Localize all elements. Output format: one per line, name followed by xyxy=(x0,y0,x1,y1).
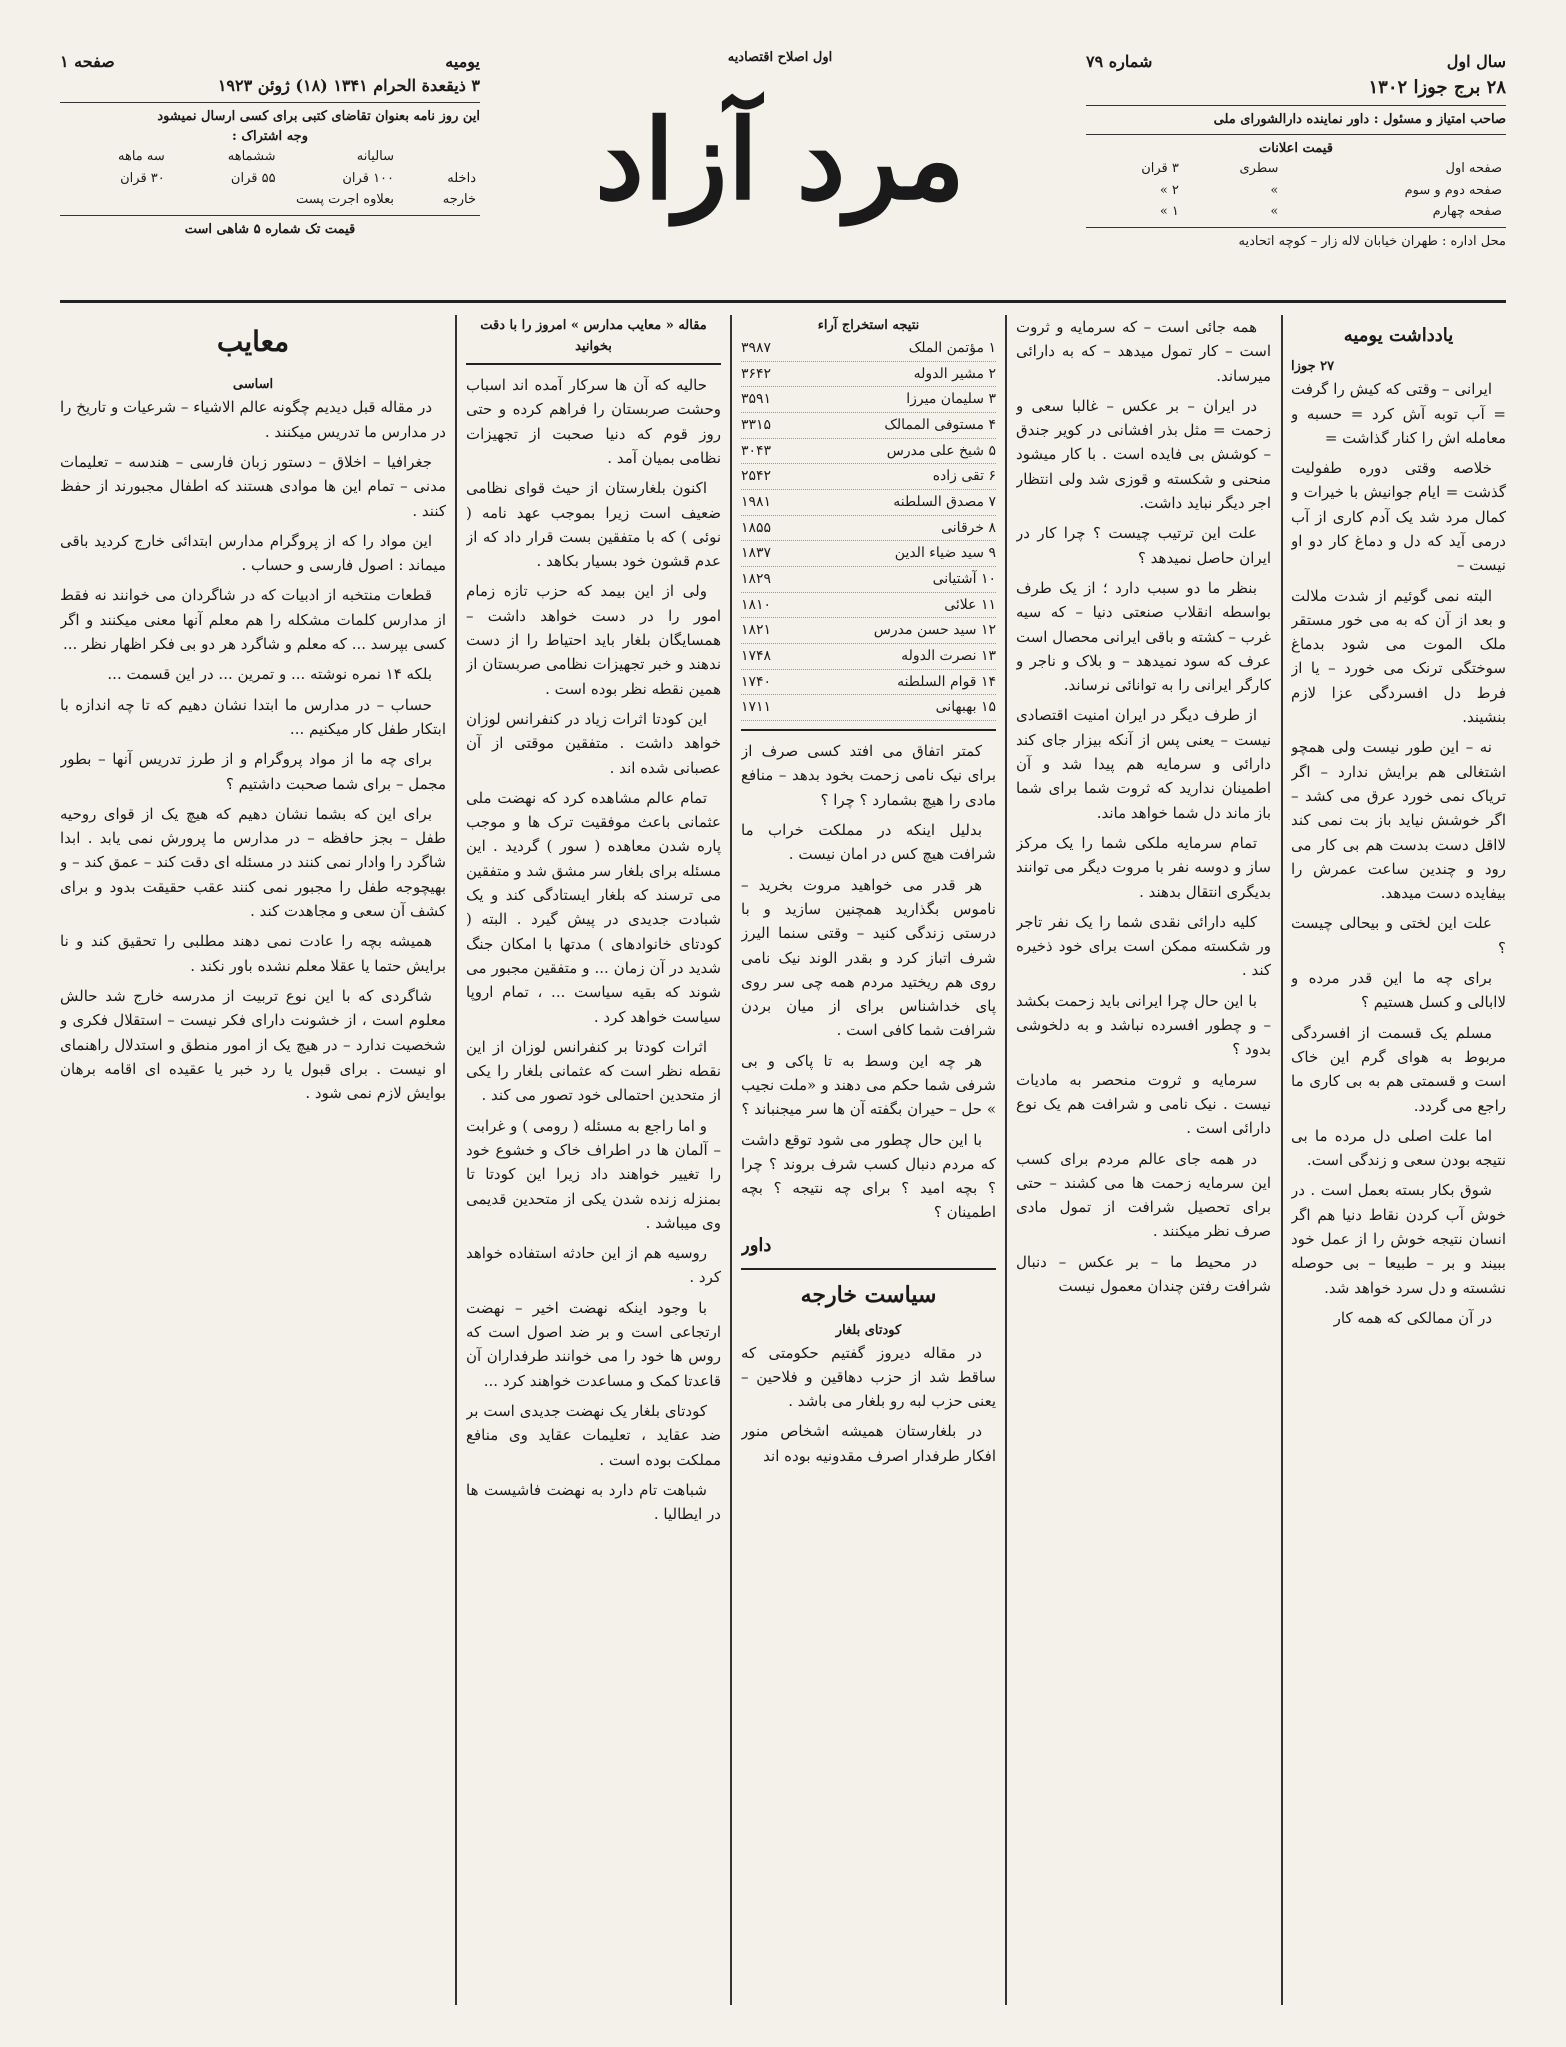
newspaper-page xyxy=(60,40,1506,2010)
table-row: صفحه دوم و سوم » ۲ » xyxy=(1159,182,1502,198)
foreign-policy-title: سیاست خارجه xyxy=(800,1281,937,1308)
memo-date: ۲۷ جوزا xyxy=(1291,359,1335,375)
faults-subtitle: اساسی xyxy=(232,377,274,393)
daily-label: یومیه xyxy=(445,52,480,71)
list-item: ۶ تقی زاده ۲۵۴۲ xyxy=(741,464,996,490)
faults-title: معایب xyxy=(216,325,290,358)
table-row: داخله ۱۰۰ قران ۵۵ قران ۳۰ قران xyxy=(120,170,476,186)
list-item: ۱۱ علائی ۱۸۱۰ xyxy=(741,593,996,619)
list-item: ۵ شیخ علی مدرس ۳۰۴۳ xyxy=(741,439,996,465)
column-bulgaria: مقاله « معایب مدارس » امروز را با دقت بخوانید حالیه که آن ها سرکار آمده اند اسباب وحشت صربستان را فراهم کرده و حتی روز قوم که دنیا صحبت از تجهیزات نظامی بمیان آمد . اکنون بلغارستان از حیث قوای نظامی ضعیف است زیرا بموجب عهد نامه ( نوئی ) که با متفقین بست قرار داد که از عدم قشون خود بسیار بکاهد . ولی از این بیمد که حزب تازه زمام امور را در دست خواهد داشت – همسایگان بلغار باید احتیاط را از دست ندهند و خبر تجهیزات نظامی صربستان از همین نقطه نظر بوده است . این کودتا اثرات زیاد در کنفرانس لوزان خواهد داشت . متفقین موقتی از آن عصبانی شده اند . تمام عالم مشاهده کرد که نهضت ملی عثمانی باعث موفقیت ترک ها و موجب پاره شدن معاهده ( سور ) گردید . این مسئله برای بلغار سر مشق شد و متفقین می ترسند که بلغار ایستادگی کند و یک شبادت جدیدی در پیش گیرد . البته ( کودتای خانوادهای ) مدتها با امکان جنگ شدید در آن زمان ... و متفقین مجبور می شوند که بقیه سیاست ... ، تمام اروپا سیاست خواهد کرد . اثرات کودتا بر کنفرانس لوزان از این نقطه نظر است که عثمانی بلغار را یکی از متحدین احتمالی خود تصور می کند . و اما راجع به مسئله ( رومی ) و غرابت – آلمان ها در اطراف خاک و خشوع خود را تغییر خواهند داد زیرا این کودتا تا بمنزله زنده شدن یکی از متحدین قدیمی وی میباشد . روسیه هم از این حادثه استفاده خواهد کرد . با وجود اینکه نهضت اخیر – نهضت ارتجاعی است و بر ضد اصول است که روس ها خود را می خوانند طرفداران آن قاعدتا کمک و مساعدت خواهند کرد ... کودتای بلغار یک نهضت جدیدی است بر ضد عقاید ، تعلیمات عقاید وی منافع مملکت بوده است . شباهت تام دارد به نهضت فاشیست ها در ایطالیا . xyxy=(466,315,721,2005)
article-columns xyxy=(60,315,1506,2005)
table-row: سالیانه ششماهه سه ماهه xyxy=(118,149,395,164)
list-item: ۳ سلیمان میرزا ۳۵۹۱ xyxy=(741,387,996,413)
list-item: ۴ مستوفی الممالک ۳۳۱۵ xyxy=(741,413,996,439)
column-daily-memo: یادداشت یومیه ۲۷ جوزا ایرانی – وقتی که کیش را گرفت = آب توبه آش کرد = حسبه و معامله اش را کنار گذاشت = خلاصه وقتی دوره طفولیت گذشت = ایام جوانیش با خیرات و کمال مرد شد یک آدم کاری از آب درمی آید که دل و دماغ کار دو او نیست – البته نمی گوئیم از شدت ملالت و بعد از آن که به می خور مستقر ملک الموت می شود بدماغ سوختگی ترنک می خورد – یا از فرط دل افسردگی عزا لازم بنشیند. نه – این طور نیست ولی همچو اشتغالی هم برایش ندارد – اگر تریاک نمی خورد عرق می کشد – اگر خوشش نیاید باز بت نمی کند لااقل دست بدست هم بی کار می رود و چندین ساعت عمرش را بیفایده دست میدهد. علت این لختی و بیحالی چیست ؟ برای چه ما این قدر مرده و لاابالی و کسل هستیم ؟ مسلم یک قسمت از افسردگی مربوط به هوای گرم این خاک است و قسمتی هم به بی کاری ما راجع می گردد. اما علت اصلی دل مرده ما بی نتیجه بودن سعی و زندگی است. شوق بکار بسته بعمل است . در خوش آب کردن نقاط دنیا هم اگر انسان نتیجه خوش را از عمل خود ببیند و بر – طبیعا – بی حوصله نشسته و دل سرد خواهد شد. در آن ممالکی که همه کار xyxy=(1291,315,1506,2005)
address: محل اداره : طهران خیابان لاله زار – کوچه اتحادیه xyxy=(1238,233,1506,249)
list-item: ۱۳ نصرت الدوله ۱۷۴۸ xyxy=(741,644,996,670)
list-item: ۹ سید ضیاء الدین ۱۸۳۷ xyxy=(741,541,996,567)
list-item: ۱۴ قوام السلطنه ۱۷۴۰ xyxy=(741,670,996,696)
date-persian: ۲۸ برج جوزا ۱۳۰۲ xyxy=(1368,77,1506,98)
price-single: قیمت تک شماره ۵ شاهی است xyxy=(184,221,356,237)
results-title: نتیجه استخراج آراء xyxy=(817,318,920,333)
column-faults: معایب اساسی در مقاله قبل دیدیم چگونه عالم الاشیاء – شرعیات و تاریخ را در مدارس ما تدریس میکنند . جغرافیا – اخلاق – دستور زبان فارسی – هندسه – تعلیمات مدنی – تمام این ها موادی هستند که اطفال مجبورند از حفظ کنند . این مواد را که از پروگرام مدارس ابتدائی خارج کردید باقی میماند : اصول فارسی و حساب . قطعات منتخبه از ادبیات که در شاگردان می خوانند نه فقط از مدارس کلمات مشکله را هم معلم آنها معنی میکنند و اگر کسی بپرسد ... که معلم و شاگرد هر دو بی فکر اظهار نظر ... بلکه ۱۴ نمره نوشته ... و تمرین ... در این قسمت ... حساب – در مدارس ما ابتدا نشان دهیم که تا چه اندازه با ابتکار طفل کار میکنیم ... برای چه ما از مواد پروگرام و از طرز تدریس آنها – بطور مجمل – برای شما صحبت داشتیم ؟ برای این که بشما نشان دهیم که هیچ یک از قوای روحیه طفل – بجز حافظه – در مدارس ما پرورش نمی یابد . ابدا شاگرد را وادار نمی کنند در مسئله ای دقت کند – عمق کند – و بهیچوجه طفل را مجبور نمی کنند عقب حقیقت بدود و برای کشف آن سعی و مجاهدت کند . همیشه بچه را عادت نمی دهند مطلبی را تحقیق کند و نا برایش حتما یا عقلا معلم نشده باور نکند . شاگردی که با این نوع تربیت از مدرسه خارج شد حالش معلوم است ، از خشونت دارای فکر نیست – استقلال فکری و شخصیت ندارد – در هیچ یک از امور منطق و استدلال راهنمای او نیست . برای قبول یا رد خبر یا عقیده ای اقامه برهان بوایش لازم نمی شود . xyxy=(60,315,446,2005)
list-item: ۱۵ بهبهانی ۱۷۱۱ xyxy=(741,695,996,721)
table-row: خارجه بعلاوه اجرت پست xyxy=(295,192,476,207)
masthead-title-block xyxy=(530,50,1030,290)
column-divider xyxy=(1281,315,1283,2005)
ads-title: قیمت اعلانات xyxy=(1259,140,1333,156)
list-item: ۷ مصدق السلطنه ۱۹۸۱ xyxy=(741,490,996,516)
newspaper-title: مرد آزاد xyxy=(594,95,966,224)
table-row: صفحه چهارم » ۱ » xyxy=(1159,204,1502,219)
masthead-info xyxy=(1086,50,1506,290)
list-item: ۱۲ سید حسن مدرس ۱۸۲۱ xyxy=(741,618,996,644)
column-divider xyxy=(1005,315,1007,2005)
column-wealth: همه جائی است – که سرمایه و ثروت است – کار تمول میدهد – که به دارائی میرساند. در ایران – بر عکس – غالبا سعی و زحمت = مثل بذر افشانی در کویر جندق – کوشش بی فایده است . با کار میشود منحنی و شکسته و قوزی شد ولی انتظار اجر دیگر نباید داشت. علت این ترتیب چیست ؟ چرا کار در ایران حاصل نمیدهد ؟ بنظر ما دو سبب دارد ؛ از یک طرف بواسطه انقلاب صنعتی دنیا – که سیه غرب – کشته و باقی ایرانی محصال است عرف که سود نمیدهد – و بلاک و ناجر و کارگر ایرانی را به توانائی نرساند. از طرف دیگر در ایران امنیت اقتصادی نیست – یعنی پس از آنکه بیزار جای کند دارائی و سرمایه هم پیدا شد و آن اطمینان ندارید که ثروت شما برای شما باز ماند دل شما خواهد ماند. تمام سرمایه ملکی شما را یک مرکز ساز و دوسه نفر با مروت دیگر می توانند بدیگری انتقال بدهند . کلیه دارائی نقدی شما را یک نفر تاجر ور شکسته ممکن است برای خود ذخیره کند . با این حال چرا ایرانی باید زحمت بکشد – و چطور افسرده نباشد و به دلخوشی بدود ؟ سرمایه و ثروت منحصر به مادیات نیست . نیک نامی و شرافت هم یک نوع دارائی است . در همه جای عالم مردم برای کسب این سرمایه زحمت ها می کشند – حتی برای تحصیل شرافت از تمول مادی صرف نظر میکنند . در محیط ما – بر عکس – دنبال شرافت رفتن چندان معمول نیست xyxy=(1016,318,1271,1295)
memo-title: یادداشت یومیه xyxy=(1343,325,1454,346)
list-item: ۲ مشیر الدوله ۳۶۴۲ xyxy=(741,362,996,388)
list-item: ۱۰ آشتیانی ۱۸۲۹ xyxy=(741,567,996,593)
editor-line: صاحب امتیاز و مسئول : داور نماینده دارالشورای ملی xyxy=(1213,112,1506,127)
masthead xyxy=(60,40,1506,303)
ads-price-table xyxy=(1086,158,1506,223)
table-row: صفحه اول سطری ۳ قران xyxy=(1141,161,1502,176)
subs-table xyxy=(60,146,480,211)
page-label: صفحه ۱ xyxy=(60,52,115,71)
list-item: ۸ خرقانی ۱۸۵۵ xyxy=(741,516,996,542)
slogan-top: اول اصلاح اقتصادیه xyxy=(727,50,833,65)
column-election-results: نتیجه استخراج آراء ۱ مؤتمن الملک ۳۹۸۷ ۲ مشیر الدوله ۳۶۴۲ ۳ سلیمان میرزا ۳۵۹۱ ۴ مستوفی الممالک ۳۳۱۵ ۵ شیخ علی مدرس ۳۰۴۳ ۶ تقی زاده ۲۵۴۲ ۷ مصدق السلطنه ۱۹۸۱ ۸ خرقانی ۱۸۵۵ ۹ سید ضیاء الدین ۱۸۳۷ ۱۰ آشتیانی ۱۸۲۹ ۱۱ علائی ۱۸۱۰ ۱۲ سید حسن مدرس ۱۸۲۱ ۱۳ نصرت الدوله ۱۷۴۸ ۱۴ قوام السلطنه ۱۷۴۰ ۱۵ بهبهانی ۱۷۱۱ کمتر اتفاق می افتد کسی صرف از برای نیک نامی زحمت بخود بدهد – منافع مادی را هیچ بشمارد ؟ چرا ؟ بدلیل اینکه در مملکت خراب ما شرافت هیچ کس در امان نیست . هر قدر می خواهید مروت بخرید – ناموس بگذارید همچنین سازید و با درستی زندگی کنید – وقتی سنما الیرز شرف اتباز کرد و بقدر الوند نیک نامی روی هم ریختید مردم همه چی سر روی پای خداشناس برای از میان بردن شرافت شما کافی است . هر چه این وسط به تا پاکی و بی شرفی شما حکم می دهند و «ملت نجیب » حل – حیران بگفته آن ها سر میجنباند ؟ با این حال چطور می شود توقع داشت که مردم دنبال کسب شرف بروند ؟ چرا ؟ بچه امید ؟ برای چه نتیجه ؟ بچه اطمینان ؟ داور سیاست خارجه کودتای بلغار در مقاله دیروز گفتیم حکومتی که ساقط شد از حزب دهاقین و فلاحین – یعنی حزب لبه رو بلغار می باشد . در بلغارستان همیشه اشخاص منور افکار طرفدار اصرف مقدونیه بوده اند xyxy=(741,315,996,2005)
column-divider xyxy=(730,315,732,2005)
issue-label: شماره ۷۹ xyxy=(1086,52,1153,71)
signature: داور xyxy=(741,1234,772,1256)
foreign-policy-sub: کودتای بلغار xyxy=(835,1322,902,1338)
results-list xyxy=(741,336,996,721)
column-divider xyxy=(455,315,457,2005)
year-label: سال اول xyxy=(1446,52,1506,71)
notice-bar: مقاله « معایب مدارس » امروز را با دقت بخوانید xyxy=(466,315,721,365)
intro-line: این روز نامه بعنوان تقاضای کتبی برای کسی ارسال نمیشود xyxy=(157,109,480,124)
list-item: ۱ مؤتمن الملک ۳۹۸۷ xyxy=(741,336,996,362)
subs-title: وجه اشتراک : xyxy=(232,128,308,144)
masthead-subscription xyxy=(60,50,480,290)
date-hijri: ۳ ذیقعدة الحرام ۱۳۴۱ (۱۸) ژوئن ۱۹۲۳ xyxy=(217,76,480,95)
